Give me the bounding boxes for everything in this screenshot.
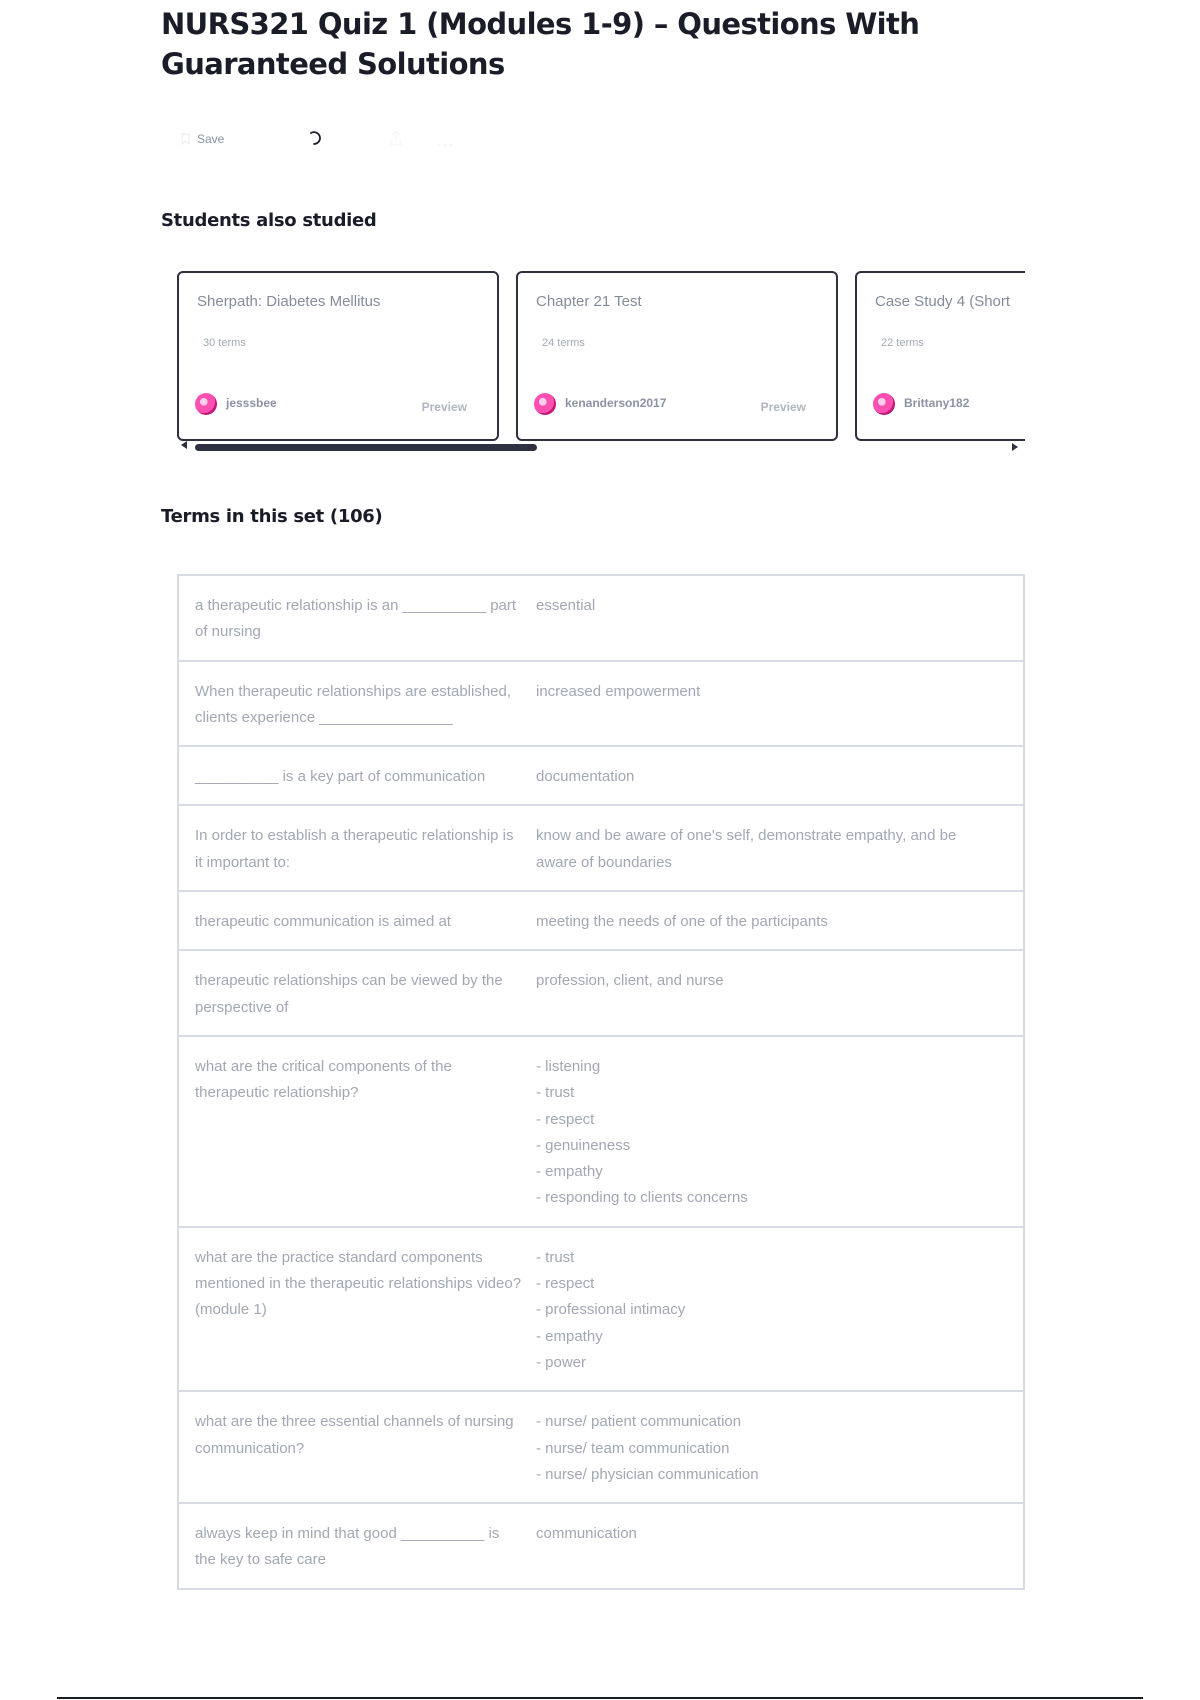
- term-text: therapeutic relationships can be viewed by the perspective of: [195, 972, 503, 1016]
- card-title: Case Study 4 (Short: [875, 293, 1011, 310]
- terms-table: [177, 574, 1025, 1590]
- table-row: [179, 576, 1023, 662]
- study-set-card[interactable]: [855, 271, 1025, 441]
- students-also-studied-heading: Students also studied: [161, 210, 377, 231]
- definition-text: - nurse/ team communication: [536, 1439, 730, 1457]
- definition-cell: [536, 823, 1023, 876]
- definition-text: - power: [536, 1353, 587, 1371]
- definition-text: know and be aware of one's self, demonstrate empathy, and be aware of boundaries: [536, 827, 957, 871]
- term-text: In order to establish a therapeutic relationship is it important to:: [195, 827, 514, 871]
- study-set-carousel: [177, 271, 1025, 461]
- definition-text: - listening: [536, 1057, 601, 1075]
- card-term-count: 24 terms: [542, 337, 585, 349]
- card-username[interactable]: kenanderson2017: [565, 396, 667, 410]
- share-icon[interactable]: [389, 129, 403, 152]
- avatar: [534, 393, 556, 415]
- definition-cell: [536, 1409, 1023, 1488]
- table-row: [179, 892, 1023, 951]
- preview-button[interactable]: Preview: [760, 400, 806, 414]
- table-row: [179, 662, 1023, 748]
- definition-cell: [536, 1521, 1023, 1574]
- study-set-card[interactable]: [516, 271, 838, 441]
- definition-text: meeting the needs of one of the participants: [536, 913, 828, 931]
- scroll-left-icon[interactable]: [181, 441, 187, 449]
- card-username[interactable]: Brittany182: [904, 396, 970, 410]
- scroll-right-icon[interactable]: [1012, 443, 1018, 451]
- card-term-count: 30 terms: [203, 337, 246, 349]
- table-row: [179, 1392, 1023, 1504]
- term-text: always keep in mind that good __________ is the key to safe care: [195, 1525, 500, 1569]
- definition-text: - respect: [536, 1275, 595, 1293]
- definition-text: - nurse/ physician communication: [536, 1465, 759, 1483]
- definition-text: - professional intimacy: [536, 1301, 686, 1319]
- definition-cell: [536, 593, 1023, 646]
- card-username[interactable]: jesssbee: [226, 396, 277, 410]
- definition-cell: [536, 679, 1023, 732]
- definition-text: documentation: [536, 768, 635, 786]
- table-row: [179, 1228, 1023, 1392]
- divider: [57, 1697, 1143, 1699]
- definition-text: - trust: [536, 1248, 575, 1266]
- table-row: [179, 806, 1023, 892]
- study-set-card[interactable]: [177, 271, 499, 441]
- term-text: what are the critical components of the therapeutic relationship?: [195, 1057, 452, 1102]
- term-text: When therapeutic relationships are established, clients experience ________________: [195, 682, 512, 726]
- terms-heading: Terms in this set (106): [161, 506, 383, 527]
- definition-text: - genuineness: [536, 1136, 631, 1154]
- carousel-scrollbar[interactable]: [195, 444, 1005, 449]
- definition-cell: [536, 968, 1023, 1021]
- term-text: __________ is a key part of communication: [195, 768, 486, 786]
- table-row: [179, 747, 1023, 806]
- definition-text: increased empowerment: [536, 682, 701, 700]
- term-text: what are the three essential channels of nursing communication?: [195, 1413, 514, 1457]
- table-row: [179, 1504, 1023, 1590]
- table-row: [179, 951, 1023, 1037]
- definition-text: profession, client, and nurse: [536, 972, 724, 990]
- term-text: a therapeutic relationship is an __________ part of nursing: [195, 597, 517, 641]
- term-text: therapeutic communication is aimed at: [195, 913, 451, 931]
- definition-cell: [536, 764, 1023, 790]
- definition-cell: [536, 909, 1023, 935]
- definition-text: essential: [536, 597, 596, 614]
- save-button[interactable]: [181, 132, 224, 146]
- definition-text: - responding to clients concerns: [536, 1189, 748, 1207]
- definition-cell: [536, 1054, 1023, 1212]
- toolbar: [181, 126, 224, 152]
- definition-text: - respect: [536, 1110, 595, 1128]
- definition-cell: [536, 1245, 1023, 1376]
- definition-text: - empathy: [536, 1327, 603, 1345]
- card-title: Chapter 21 Test: [536, 293, 642, 310]
- table-row: [179, 1037, 1023, 1228]
- save-label: Save: [197, 132, 225, 146]
- page-title: NURS321 Quiz 1 (Modules 1-9) – Questions With Guaranteed Solutions: [161, 7, 920, 81]
- bookmark-icon: [181, 133, 190, 145]
- avatar: [195, 393, 217, 415]
- loading-spinner-icon: [309, 130, 323, 151]
- more-options-icon[interactable]: [437, 134, 453, 152]
- definition-text: - trust: [536, 1084, 575, 1102]
- avatar: [873, 393, 895, 415]
- definition-text: communication: [536, 1525, 637, 1543]
- term-text: what are the practice standard components mentioned in the therapeutic relationships video? (module 1): [195, 1248, 522, 1319]
- card-title: Sherpath: Diabetes Mellitus: [197, 293, 381, 310]
- definition-text: - nurse/ patient communication: [536, 1413, 742, 1431]
- preview-button[interactable]: Preview: [421, 400, 467, 414]
- scrollbar-thumb[interactable]: [195, 444, 537, 451]
- definition-text: - empathy: [536, 1163, 603, 1181]
- card-term-count: 22 terms: [881, 337, 924, 349]
